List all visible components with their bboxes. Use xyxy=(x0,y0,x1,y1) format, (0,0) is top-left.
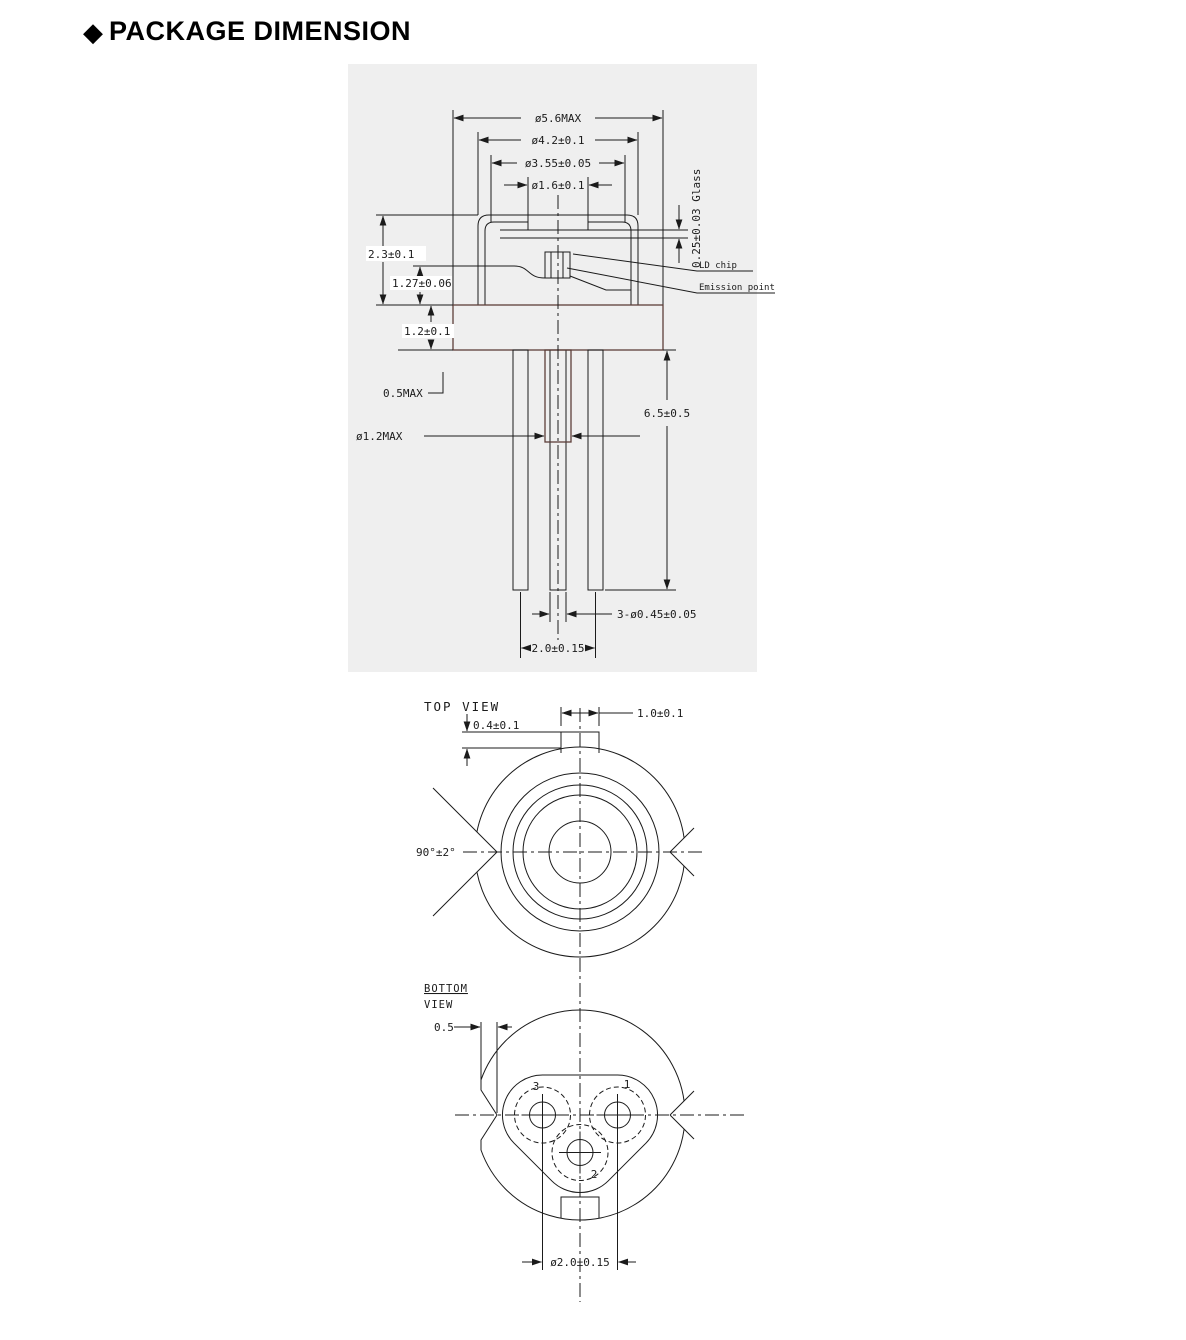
dim-window-dia-label: ø1.6±0.1 xyxy=(531,179,585,192)
dim-cap-dia-label: ø4.2±0.1 xyxy=(531,134,585,147)
dim-cap-height-label: 2.3±0.1 xyxy=(368,248,415,261)
pin-3-label: 3 xyxy=(532,1080,540,1093)
dim-tab-width-label: 1.0±0.1 xyxy=(637,707,684,720)
dim-lead-span-label: 2.0±0.15 xyxy=(531,642,585,655)
pin-2-label: 2 xyxy=(590,1168,598,1181)
dim-standoff-label: 0.5MAX xyxy=(383,387,423,400)
dim-flange-thickness-label: 1.2±0.1 xyxy=(404,325,451,338)
page-title: PACKAGE DIMENSION xyxy=(109,16,412,46)
dim-cap-flange-dia-label: ø5.6MAX xyxy=(534,112,582,125)
bottom-view-label-1: BOTTOM xyxy=(424,983,468,995)
dim-notch-angle-label: 90°±2° xyxy=(416,846,456,859)
dim-lead-length-label: 6.5±0.5 xyxy=(643,407,691,420)
top-view-label: TOP VIEW xyxy=(424,699,501,714)
bottom-view-label-2: VIEW xyxy=(424,999,454,1011)
top-view xyxy=(416,699,702,957)
pin-1-label: 1 xyxy=(623,1078,631,1091)
dim-cap-inner-dia-label: ø3.55±0.05 xyxy=(524,157,592,170)
dim-emission-height-label: 1.27±0.06 xyxy=(392,277,452,290)
diamond-bullet-icon: ◆ xyxy=(83,16,103,47)
dim-glass-label: 0.25±0.03 Glass xyxy=(690,168,703,268)
dim-tab-height-label: 0.4±0.1 xyxy=(473,719,520,732)
dim-flat-depth-label: 0.5 xyxy=(434,1021,454,1034)
ld-chip-label: LD chip xyxy=(699,261,737,271)
dim-center-lead-label: ø1.2MAX xyxy=(356,430,403,443)
dim-pin-circle-label: ø2.0±0.15 xyxy=(550,1256,610,1269)
bottom-view xyxy=(424,983,744,1270)
side-view-panel xyxy=(348,64,757,672)
emission-point-label: Emission point xyxy=(699,283,775,293)
dim-lead-dia-label: 3-ø0.45±0.05 xyxy=(617,608,697,621)
